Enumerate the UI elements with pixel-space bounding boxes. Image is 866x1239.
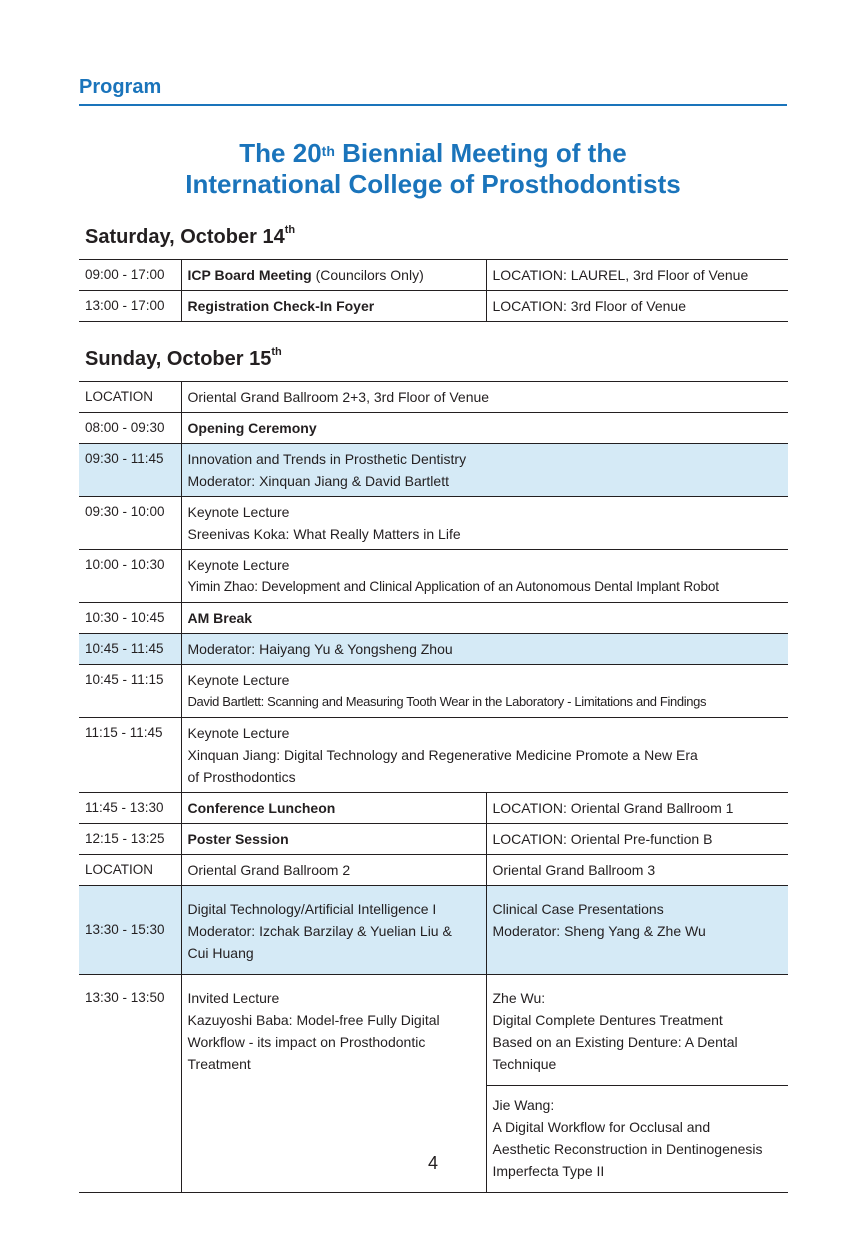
room-left: Oriental Grand Ballroom 2 — [181, 855, 486, 886]
table-row — [79, 718, 788, 793]
event-note: (Councilors Only) — [311, 267, 424, 283]
section-divider — [79, 104, 787, 106]
saturday-heading — [85, 226, 295, 249]
presenter: Zhe Wu: — [492, 990, 546, 1006]
location-label: LOCATION — [79, 382, 181, 413]
table-row — [79, 665, 788, 718]
presentation-title-cont: Technique — [492, 1056, 557, 1072]
time-cell: 09:30 - 10:00 — [79, 497, 181, 550]
event-cell — [181, 260, 486, 291]
event-cell — [181, 550, 788, 603]
lecture-type: Keynote Lecture — [187, 672, 290, 688]
session-left — [181, 886, 486, 975]
lecture-title: David Bartlett: Scanning and Measuring Tooth Wear in the Laboratory - Limitations and Findings — [187, 694, 707, 709]
lecture-type: Keynote Lecture — [187, 557, 290, 573]
session-title: Clinical Case Presentations — [492, 901, 664, 917]
sunday-table — [79, 381, 788, 1193]
location-cell: LOCATION: Oriental Pre-function B — [486, 824, 788, 855]
time-cell: 10:00 - 10:30 — [79, 550, 181, 603]
lecture-title: Kazuyoshi Baba: Model-free Fully Digital — [187, 1012, 440, 1028]
event-cell — [181, 291, 486, 322]
location-value: Oriental Grand Ballroom 2+3, 3rd Floor of Venue — [181, 382, 788, 413]
table-row — [79, 855, 788, 886]
sunday-heading-text: Sunday, October 15 — [85, 348, 272, 370]
time-cell: 13:00 - 17:00 — [79, 291, 181, 322]
location-label: LOCATION — [79, 855, 181, 886]
time-cell: 10:45 - 11:15 — [79, 665, 181, 718]
event-cell: Opening Ceremony — [181, 413, 788, 444]
sunday-heading — [85, 348, 282, 371]
lecture-type: Keynote Lecture — [187, 725, 290, 741]
lecture-title-cont: Treatment — [187, 1056, 251, 1072]
event-cell — [181, 665, 788, 718]
event-cell: AM Break — [181, 603, 788, 634]
table-row — [79, 886, 788, 975]
lecture-title-cont: Workflow - its impact on Prosthodontic — [187, 1034, 426, 1050]
time-cell: 11:45 - 13:30 — [79, 793, 181, 824]
time-cell: 10:30 - 10:45 — [79, 603, 181, 634]
time-cell: 10:45 - 11:45 — [79, 634, 181, 665]
presentation-1 — [486, 975, 788, 1086]
title-line2: International College of Prosthodontists — [185, 169, 681, 199]
title-line1-start: The 20 — [239, 138, 322, 168]
event-cell — [181, 497, 788, 550]
time-cell: 11:15 - 11:45 — [79, 718, 181, 793]
session-right — [486, 886, 788, 975]
event-cell: Conference Luncheon — [181, 793, 486, 824]
table-row — [79, 260, 788, 291]
saturday-table — [79, 259, 788, 322]
sunday-heading-sup: th — [271, 346, 282, 358]
saturday-heading-text: Saturday, October 14 — [85, 226, 285, 248]
session-title: Digital Technology/Artificial Intelligence I — [187, 901, 437, 917]
page-number: 4 — [427, 1153, 438, 1173]
table-row — [79, 497, 788, 550]
event-cell — [181, 718, 788, 793]
presentation-title-cont: Aesthetic Reconstruction in Dentinogenesis — [492, 1141, 763, 1157]
presentation-title-cont: Based on an Existing Denture: A Dental — [492, 1034, 738, 1050]
event-cell — [181, 444, 788, 497]
event-cell: Moderator: Haiyang Yu & Yongsheng Zhou — [181, 634, 788, 665]
session-moderator: Moderator: Sheng Yang & Zhe Wu — [492, 923, 706, 939]
session-title: Innovation and Trends in Prosthetic Dentistry — [187, 451, 467, 467]
presentation-title: Digital Complete Dentures Treatment — [492, 1012, 723, 1028]
table-row — [79, 444, 788, 497]
table-row — [79, 382, 788, 413]
table-row — [79, 975, 788, 1086]
title-superscript: th — [321, 143, 335, 159]
table-row — [79, 550, 788, 603]
event-title: ICP Board Meeting — [187, 267, 312, 283]
table-row — [79, 291, 788, 322]
time-cell: 09:30 - 11:45 — [79, 444, 181, 497]
table-row — [79, 824, 788, 855]
title-line1-end: Biennial Meeting of the — [334, 138, 627, 168]
table-row — [79, 634, 788, 665]
location-cell: LOCATION: 3rd Floor of Venue — [486, 291, 788, 322]
location-cell: LOCATION: LAUREL, 3rd Floor of Venue — [486, 260, 788, 291]
time-cell: 09:00 - 17:00 — [79, 260, 181, 291]
time-cell: 13:30 - 13:50 — [79, 975, 181, 1193]
lecture-type: Keynote Lecture — [187, 504, 290, 520]
presenter: Jie Wang: — [492, 1097, 555, 1113]
event-cell: Poster Session — [181, 824, 486, 855]
saturday-heading-sup: th — [284, 224, 296, 236]
event-title: Registration Check-In Foyer — [187, 298, 375, 314]
table-row — [79, 413, 788, 444]
page-title — [0, 138, 866, 200]
session-moderator-cont: Cui Huang — [187, 945, 254, 961]
presentation-2 — [486, 1086, 788, 1193]
lecture-title-cont: of Prosthodontics — [187, 769, 296, 785]
lecture-title: Sreenivas Koka: What Really Matters in Life — [187, 526, 461, 542]
lecture-title: Yimin Zhao: Development and Clinical Application of an Autonomous Dental Implant Robot — [187, 579, 719, 594]
time-cell: 12:15 - 13:25 — [79, 824, 181, 855]
section-label: Program — [79, 76, 162, 98]
table-row — [79, 793, 788, 824]
lecture-title: Xinquan Jiang: Digital Technology and Regenerative Medicine Promote a New Era — [187, 747, 698, 763]
presentation-title: A Digital Workflow for Occlusal and — [492, 1119, 711, 1135]
time-cell: 08:00 - 09:30 — [79, 413, 181, 444]
room-right: Oriental Grand Ballroom 3 — [486, 855, 788, 886]
presentation-title-cont: Imperfecta Type II — [492, 1163, 605, 1179]
location-cell: LOCATION: Oriental Grand Ballroom 1 — [486, 793, 788, 824]
table-row — [79, 603, 788, 634]
session-moderator: Moderator: Xinquan Jiang & David Bartlett — [187, 473, 449, 489]
time-cell: 13:30 - 15:30 — [79, 886, 181, 975]
lecture-type: Invited Lecture — [187, 990, 280, 1006]
session-moderator: Moderator: Izchak Barzilay & Yuelian Liu & — [187, 923, 452, 939]
